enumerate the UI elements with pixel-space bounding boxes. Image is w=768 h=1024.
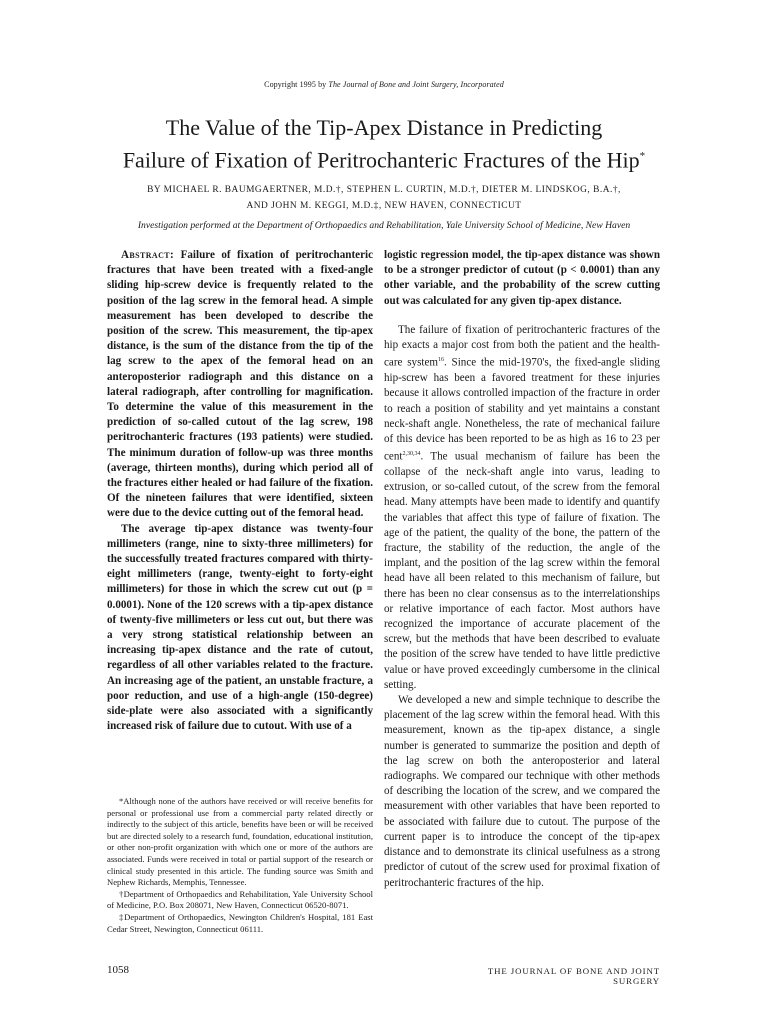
abstract-continuation: logistic regression model, the tip-apex distance was shown to be a stronger predictor of cutout (p < 0.0001) than any other variable, and the probability of the screw cutting out was calculated for any given tip-apex distance. xyxy=(384,249,660,307)
reference-superscript-2: 2,30,34 xyxy=(402,451,421,458)
footnote-newington: ‡Department of Orthopaedics, Newington Children's Hospital, 181 East Cedar Street, Newington, Connecticut 06111. xyxy=(107,911,373,934)
body-paragraph-1 xyxy=(384,323,660,693)
body-para1-part-c: . The usual mechanism of failure has been the collapse of the neck-shaft angle into varus, leading to extrusion, or so-called cutout, of the screw from the femoral head. Many attempts have been made to identify and quantify the variables that affect this type of failure of fixation. The age of the patient, the quality of the bone, the pattern of the fracture, the stability of the reduction, the angle of the implant, and the position of the lag screw within the femoral head have all been related to this mechanism of failure, but there has been no clear consensus as to the interrelationships or relative importance of each factor. Most authors have recognized the importance of accurate placement of the screw, but the methods that have been described to evaluate the position of the screw have tended to have little predictive value or have proved exceedingly cumbersome in the clinical setting. xyxy=(384,450,660,691)
body-paragraph-2: We developed a new and simple technique to describe the placement of the lag screw within the femoral head. With this measurement, known as the tip-apex distance, a single number is generated to summarize the position and depth of the lag screw on both the anteroposterior and lateral radiographs. We compared our technique with other methods of describing the location of the screw, and we compared the measurement with other variables that have been reported to be associated with failure due to cutout. The purpose of the current paper is to introduce the concept of the tip-apex distance and to demonstrate its clinical usefulness as a strong predictor of cutout of the screw used for proximal fixation of peritrochanteric fractures of the hip. xyxy=(384,694,660,889)
copyright-prefix: Copyright 1995 by xyxy=(264,80,327,89)
authors-line-2: AND JOHN M. KEGGI, M.D.‡, NEW HAVEN, CONNECTICUT xyxy=(246,201,522,211)
right-column xyxy=(384,248,660,891)
footnotes xyxy=(107,796,373,935)
abstract-text-1: Failure of fixation of peritrochanteric fractures that have been treated with a fixed-angle sliding hip-screw device is frequently related to the position of the lag screw in the femoral head. A simple measurement has been developed to describe the position of the screw. This measurement, the tip-apex distance, is the sum of the distance from the tip of the lag screw to the apex of the femoral head on an anteroposterior radiograph and this distance on a lateral radiograph, after controlling for magnification. To determine the value of this measurement in the prediction of so-called cutout of the lag screw, 198 peritrochanteric fractures (193 patients) were studied. The minimum duration of follow-up was three months (average, thirteen months), during which period all of the fractures either healed or had failure of the fixation. Of the nineteen failures that were identified, sixteen were due to the device cutting out of the femoral head. xyxy=(107,249,373,520)
copyright-line xyxy=(0,80,768,89)
article-title xyxy=(40,114,728,174)
authors-line-1: BY MICHAEL R. BAUMGAERTNER, M.D.†, STEPHEN L. CURTIN, M.D.†, DIETER M. LINDSKOG, B.A.†, xyxy=(147,185,621,195)
left-column xyxy=(107,248,373,735)
footnote-funding: *Although none of the authors have received or will receive benefits for personal or professional use from a commercial party related directly or indirectly to the subject of this article, benefits have been or will be received but are directed solely to a research fund, foundation, educational institution, or other non-profit organization with which one or more of the authors are associated. Funds were received in total or partial support of the research or clinical study presented in this article. The funding source was Smith and Nephew Richards, Memphis, Tennessee. xyxy=(107,796,373,888)
abstract-paragraph-1 xyxy=(107,248,373,522)
title-line-1: The Value of the Tip-Apex Distance in Predicting xyxy=(165,115,603,140)
running-title: THE JOURNAL OF BONE AND JOINT SURGERY xyxy=(487,966,660,986)
abstract-paragraph-2: The average tip-apex distance was twenty-four millimeters (range, nine to sixty-three millimeters) for the successfully treated fractures compared with thirty-eight millimeters (range, twenty-eight to forty-eight millimeters) for those in which the screw cut out (p = 0.0001). None of the 120 screws with a tip-apex distance of twenty-five millimeters or less cut out, but there was a very strong statistical relationship between an increasing tip-apex distance and the rate of cutout, regardless of all other variables related to the fracture. An increasing age of the patient, an unstable fracture, a poor reduction, and use of a high-angle (150-degree) side-plate were also associated with a significantly increased risk of failure due to cutout. With use of a xyxy=(107,522,373,733)
body-para1-part-a: The failure of fixation of peritrochanteric fractures of the hip exacts a major cost from both the patient and the health-care system xyxy=(384,323,660,369)
author-list xyxy=(40,182,728,214)
reference-superscript-1: 16 xyxy=(438,357,445,364)
copyright-journal: The Journal of Bone and Joint Surgery, Incorporated xyxy=(328,80,504,89)
title-footnote-mark: * xyxy=(639,150,646,162)
affiliation-line: Investigation performed at the Department of Orthopaedics and Rehabilitation, Yale University School of Medicine, New Haven xyxy=(137,220,631,231)
abstract-heading: Abstract: xyxy=(121,249,175,261)
title-line-2-text: Failure of Fixation of Peritrochanteric Fractures of the Hip xyxy=(122,147,640,173)
footnote-yale: †Department of Orthopaedics and Rehabilitation, Yale University School of Medicine, P.O. Box 208071, New Haven, Connecticut 06520-8071. xyxy=(107,888,373,911)
page-number: 1058 xyxy=(107,964,129,976)
title-line-2 xyxy=(40,142,728,174)
body-para1-part-b: . Since the mid-1970's, the fixed-angle sliding hip-screw has been a favored treatment for these injuries because it allows controlled impaction of the fracture in order to reach a position of stability and yet maintains a constant neck-shaft angle. Nonetheless, the rate of mechanical failure of this device has been reported to be as high as 16 to 23 per cent xyxy=(384,356,660,463)
